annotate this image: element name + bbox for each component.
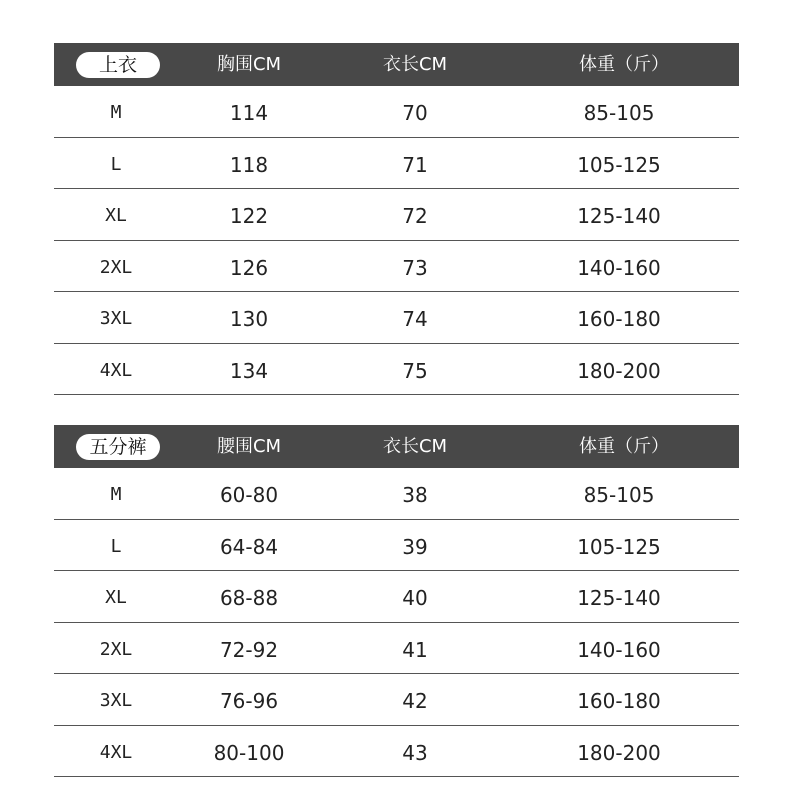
weight-cell: 125-140 [577, 586, 661, 610]
size-cell: 4XL [99, 359, 133, 381]
table-row [54, 344, 739, 396]
weight-cell: 85-105 [583, 483, 655, 507]
size-cell: L [110, 153, 122, 175]
waist-cell: 76-96 [219, 689, 279, 713]
weight-cell: 105-125 [577, 152, 661, 177]
table-row [54, 726, 739, 778]
tops-header-chest: 胸围CM [216, 54, 282, 75]
weight-cell: 85-105 [583, 101, 655, 125]
shorts-header-weight: 体重（斤） [579, 436, 669, 457]
weight-cell: 140-160 [577, 255, 661, 280]
weight-cell: 180-200 [577, 358, 661, 383]
table-row [54, 674, 739, 726]
length-cell: 39 [402, 534, 428, 559]
tops-header-weight: 体重（斤） [579, 54, 669, 75]
table-row [54, 86, 739, 138]
length-cell: 73 [402, 255, 428, 280]
length-cell: 72 [402, 204, 428, 228]
weight-cell: 160-180 [577, 307, 661, 331]
weight-cell: 125-140 [577, 204, 661, 228]
chest-cell: 130 [229, 307, 269, 331]
weight-cell: 140-160 [577, 637, 661, 662]
length-cell: 71 [402, 152, 428, 177]
table-row [54, 292, 739, 344]
length-cell: 38 [402, 483, 428, 507]
table-row [54, 189, 739, 241]
weight-cell: 105-125 [577, 534, 661, 559]
weight-cell: 160-180 [577, 689, 661, 713]
table-row [54, 138, 739, 190]
chest-cell: 122 [229, 204, 269, 228]
tops-header-length: 衣长CM [382, 54, 448, 75]
table-row [54, 241, 739, 293]
size-cell: M [110, 484, 122, 505]
weight-cell: 180-200 [577, 740, 661, 765]
shorts-category-label: 五分裤 [76, 434, 160, 460]
waist-cell: 72-92 [219, 637, 279, 662]
size-cell: XL [105, 587, 127, 608]
tops-size-table [54, 43, 739, 395]
size-cell: 3XL [99, 308, 133, 329]
size-cell: 2XL [99, 256, 133, 278]
chest-cell: 118 [229, 152, 269, 177]
chest-cell: 126 [229, 255, 269, 280]
shorts-size-table [54, 425, 739, 777]
size-cell: L [110, 535, 122, 557]
chest-cell: 134 [229, 358, 269, 383]
length-cell: 75 [402, 358, 428, 383]
length-cell: 40 [402, 586, 428, 610]
size-cell: 4XL [99, 741, 133, 763]
shorts-header-row [54, 425, 739, 468]
table-row [54, 520, 739, 572]
length-cell: 41 [402, 637, 428, 662]
length-cell: 43 [402, 740, 428, 765]
waist-cell: 64-84 [219, 534, 279, 559]
length-cell: 42 [402, 689, 428, 713]
size-cell: 2XL [99, 638, 133, 660]
table-row [54, 468, 739, 520]
size-cell: M [110, 102, 122, 123]
shorts-header-length: 衣长CM [382, 436, 448, 457]
size-cell: 3XL [99, 690, 133, 711]
chest-cell: 114 [229, 101, 269, 125]
table-row [54, 571, 739, 623]
tops-header-row [54, 43, 739, 86]
length-cell: 74 [402, 307, 428, 331]
waist-cell: 80-100 [213, 740, 285, 765]
length-cell: 70 [402, 101, 428, 125]
waist-cell: 68-88 [219, 586, 279, 610]
shorts-header-waist: 腰围CM [216, 436, 282, 457]
table-row [54, 623, 739, 675]
size-cell: XL [105, 205, 127, 226]
tops-category-label: 上衣 [76, 52, 160, 78]
waist-cell: 60-80 [219, 483, 279, 507]
